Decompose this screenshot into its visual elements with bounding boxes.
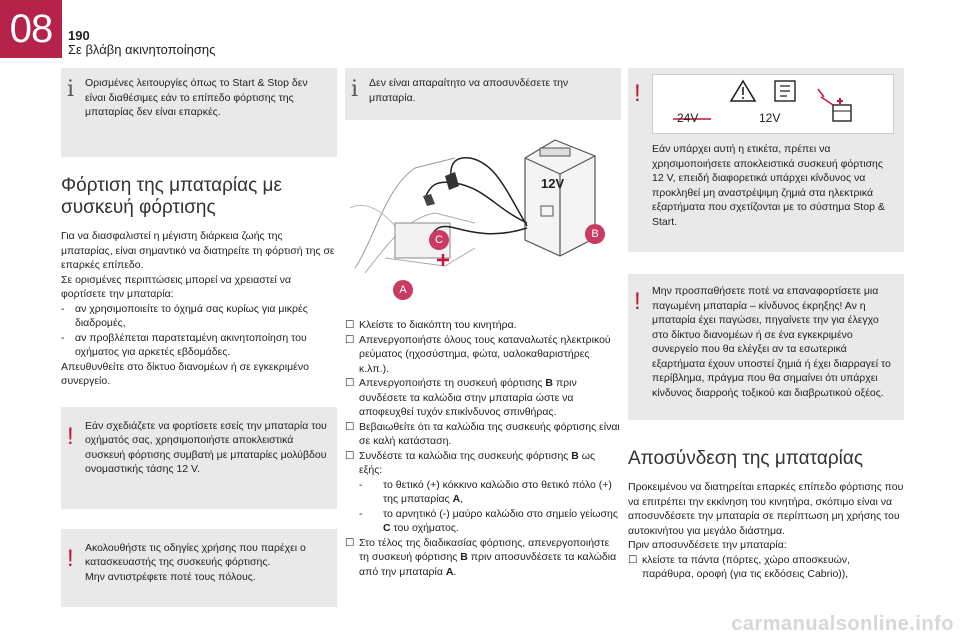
charging-illustration [345,128,621,296]
page-number: 190 [68,28,90,43]
step-text: Στο τέλος της διαδικασίας φόρτισης, απενεργοποιήστε τη συσκευή φόρτισης B πριν αποσυνδέσετε τα καλώδια από την μπαταρία A. [359,536,617,578]
step-text: Συνδέστε τα καλώδια της συσκευής φόρτισης B ως εξής: [359,449,596,476]
warning-icon: ! [67,422,74,450]
callout-c: C [429,230,449,250]
warning-box-frozen-battery [628,274,904,420]
label-12v: 12V [759,111,781,125]
label-24v: 24V [677,111,699,125]
list-item: ☐ Απενεργοποιήστε τη συσκευή φόρτισης B πριν συνδέσετε τα καλώδια στην μπαταρία ώστε να αποφευχθεί τυχόν επικίνδυνος σπινθήρας. [345,376,621,420]
battery-charger-drawing [345,128,621,278]
warning-icon: ! [634,288,641,315]
page-header-title: Σε βλάβη ακινητοποίησης [68,42,216,57]
warning-box-text: Εάν υπάρχει αυτή η ετικέτα, πρέπει να χρησιμοποιήσετε αποκλειστικά συσκευή φόρτισης 12 V, επειδή διαφορετικά υπάρχει κίνδυνος να προκληθεί μη αναστρέψιμη ζημιά στα ηλεκτρικά εξαρτήματα που σχετίζονται με το σύστημα Stop & Start. [652,143,885,228]
step-text: κλείστε τα πάντα (πόρτες, χώρο αποσκευών, παράθυρα, οροφή (για τις εκδόσεις Cabrio)), [642,553,850,580]
callout-b: B [585,224,605,244]
case-text: αν προβλέπεται παρατεταμένη ακινητοποίηση του οχήματος για αρκετές εβδομάδες. [75,331,307,358]
info-box-text: Ορισμένες λειτουργίες όπως το Start & Stop δεν είναι διαθέσιμες εάν το επίπεδο φόρτισης της μπαταρίας δεν είναι επαρκές. [85,77,308,118]
list-item: ☐ Στο τέλος της διαδικασίας φόρτισης, απενεργοποιήστε τη συσκευή φόρτισης B πριν αποσυνδέσετε τα καλώδια από την μπαταρία A. [345,536,621,580]
step-text: Βεβαιωθείτε ότι τα καλώδια της συσκευής φόρτισης είναι σε καλή κατάσταση. [359,420,620,447]
list-item: ☐ Κλείστε το διακόπτη του κινητήρα. [345,319,517,331]
watermark: carmanualsonline.info [731,613,954,635]
column-2 [345,68,621,579]
warning-box-text: Εάν σχεδιάζετε να φορτίσετε εσείς την μπαταρία του οχήματός σας, χρησιμοποιήστε αποκλειστικά συσκευή φόρτισης συμβατή με μπαταρίες μολύβδου ονομαστικής τάσης 12 V. [85,419,327,475]
step-text: Απενεργοποιήστε τη συσκευή φόρτισης B πριν συνδέσετε τα καλώδια στην μπαταρία ώστε να αποφευχθεί τυχόν επικίνδυνος σπινθήρας. [359,377,577,418]
column-3 [628,68,904,582]
info-box-text: Δεν είναι απαραίτητο να αποσυνδέσετε την μπαταρία. [369,77,569,104]
info-icon: i [351,77,359,102]
sub-list-item: - το θετικό (+) κόκκινο καλώδιο στο θετικό πόλο (+) της μπαταρίας A, [359,478,612,505]
charging-intro: Για να διασφαλιστεί η μέγιστη διάρκεια ζωής της μπαταρίας, είναι σημαντικό να διατηρείτε τη φόρτισή της σε επαρκές επίπεδο. [61,230,335,271]
warning-box-instructions [61,529,337,607]
info-box-start-stop [61,68,337,157]
section-title-charging: Φόρτιση της μπαταρίας με συσκευή φόρτισης [61,175,282,218]
warning-icon: ! [634,80,641,107]
step-text: Κλείστε το διακόπτη του κινητήρα. [359,319,517,331]
info-icon: i [67,77,75,102]
warning-box-text: Ακολουθήστε τις οδηγίες χρήσης που παρέχει ο κατασκευαστής της συσκευής φόρτισης. [85,541,306,568]
info-box-disconnect [345,68,621,120]
warning-box-text: Μην προσπαθήσετε ποτέ να επαναφορτίσετε μια παγωμένη μπαταρία – κίνδυνος έκρηξης! Αν η μπαταρία έχει παγώσει, πηγαίνετε την για έλεγχο στο δίκτυο διανομέων ή σε ένα εγκεκριμένο συνεργείο που θα ελέγξει αν τα εσωτερικά εξαρτήματα έχουν υποστεί ζημιά ή έχει διαρραγεί το περίβλημα, πράγμα που θα σημαίνει ότι υπάρχει κίνδυνος διαρροής τοξικού και διαβρωτικού οξέος. [652,285,891,399]
list-item: ☐ Απενεργοποιήστε όλους τους καταναλωτές ηλεκτρικού ρεύματος (ηχοσύστημα, φώτα, υαλοκαθαριστήρες κ.λπ.). [345,333,621,377]
callout-a: A [393,280,413,300]
charging-intro-2: Σε ορισμένες περιπτώσεις μπορεί να χρειαστεί να φορτίσετε την μπαταρία: [61,273,292,300]
disconnect-intro: Προκειμένου να διατηρείται επαρκές επίπεδο φόρτισης που να επιτρέπει την εκκίνηση του κινητήρα, σκόπιμο είναι να αποσυνδέσετε την μπαταρία σε περίπτωση μη χρήσης του αυτοκινήτου για μεγάλο διάστημα. [628,481,904,537]
step-text: Απενεργοποιήστε όλους τους καταναλωτές ηλεκτρικού ρεύματος (ηχοσύστημα, φώτα, υαλοκαθαριστήρες κ.λπ.). [359,333,611,375]
charging-outro: Απευθυνθείτε στο δίκτυο διανομέων ή σε εγκεκριμένο συνεργείο. [61,360,309,387]
warning-icon: ! [67,544,74,572]
warning-box-label [628,68,904,252]
sub-list-item: - το αρνητικό (-) μαύρο καλώδιο στο σημείο γείωσης C του οχήματος. [359,507,618,534]
warning-box-text-2: Μην αντιστρέφετε ποτέ τους πόλους. [85,570,256,583]
case-text: αν χρησιμοποιείτε το όχημά σας κυρίως για μικρές διαδρομές, [75,302,308,329]
column-1 [61,68,337,607]
list-item: - αν προβλέπεται παρατεταμένη ακινητοποίηση του οχήματος για αρκετές εβδομάδες. [61,331,337,360]
chapter-tab: 08 [0,0,62,58]
disconnect-intro-2: Πριν αποσυνδέσετε την μπαταρία: [628,539,787,551]
section-title-disconnect: Αποσύνδεση της μπαταρίας [628,448,863,469]
list-item: ☐ κλείστε τα πάντα (πόρτες, χώρο αποσκευών, παράθυρα, οροφή (για τις εκδόσεις Cabrio)), [628,553,904,582]
charger-voltage-label: 12V [541,176,565,191]
list-item: - αν χρησιμοποιείτε το όχημά σας κυρίως για μικρές διαδρομές, [61,302,337,331]
stop-start-label [652,74,894,134]
list-item: ☐ Βεβαιωθείτε ότι τα καλώδια της συσκευής φόρτισης είναι σε καλή κατάσταση. [345,420,620,447]
warning-box-charger-compat [61,407,337,509]
list-item: ☐ Συνδέστε τα καλώδια της συσκευής φόρτισης B ως εξής: [345,449,621,478]
